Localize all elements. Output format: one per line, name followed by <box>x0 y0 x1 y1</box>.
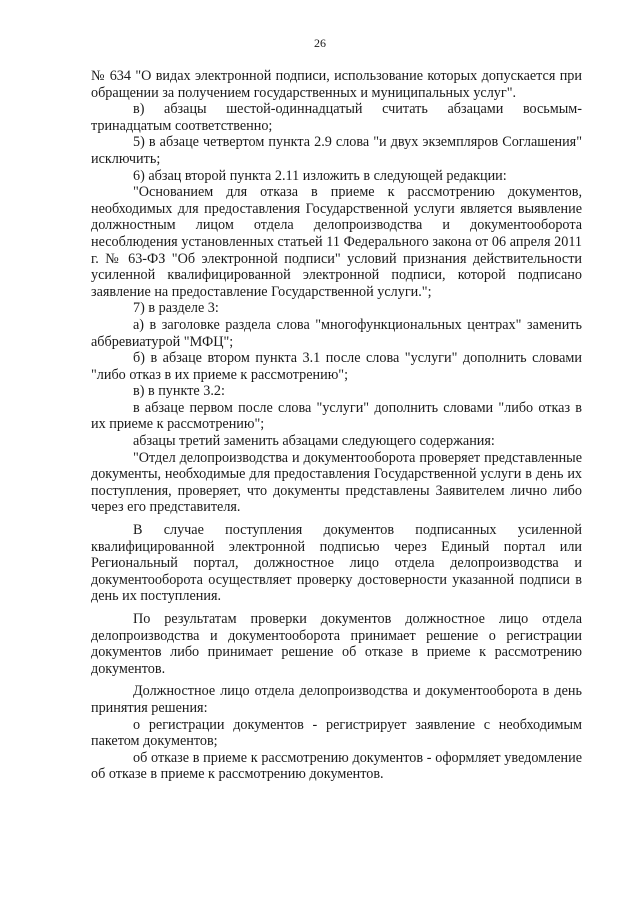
paragraph: абзацы третий заменить абзацами следующего содержания: <box>133 433 495 450</box>
paragraph: а) в заголовке раздела слова "многофункциональных центрах" заменить аббревиатурой "МФЦ"; <box>91 316 582 350</box>
paragraph: "Отдел делопроизводства и документооборота проверяет представленные документы, необходимые для предоставления Государственной услуги в день их поступления, проверяет, что документы представлены Заявителем лично либо через его представителя. <box>91 449 582 516</box>
paragraph: в) абзацы шестой-одиннадцатый считать абзацами восьмым-тринадцатым соответственно; <box>91 101 582 134</box>
paragraph: "Основанием для отказа в приеме к рассмотрению документов, необходимых для предоставления Государственной услуги является выявление должностным лицом отдела делопроизводства и документооборота несоблюдения установленных статьей 11 Федерального закона от 06 апреля 2011 г. № 63-ФЗ "Об электронной подписи" условий признания действительности усиленной квалифицированной электронной подписи, которой подписано заявление на предоставление Государственной услуги."; <box>91 184 582 300</box>
paragraph: в) в пункте 3.2: <box>133 383 225 400</box>
paragraph: в абзаце первом после слова "услуги" дополнить словами "либо отказ в их приеме к рассмотрению"; <box>91 399 582 433</box>
paragraph: 5) в абзаце четвертом пункта 2.9 слова "и двух экземпляров Соглашения" исключить; <box>91 134 582 167</box>
paragraph: 6) абзац второй пункта 2.11 изложить в следующей редакции: <box>133 167 507 184</box>
paragraph: В случае поступления документов подписанных усиленной квалифицированной электронной подписью через Единый портал или Региональный портал, должностное лицо отдела делопроизводства и документооборота осуществляет проверку достоверности указанной подписи в день их поступления. <box>91 522 582 605</box>
paragraph: По результатам проверки документов должностное лицо отдела делопроизводства и документооборота принимает решение о регистрации документов либо принимает решение об отказе в приеме к рассмотрению документов. <box>91 611 582 677</box>
document-body <box>91 68 582 783</box>
page-number: 26 <box>314 36 326 50</box>
paragraph: № 634 "О видах электронной подписи, использование которых допускается при обращении за получением государственных и муниципальных услуг". <box>91 68 582 101</box>
paragraph: о регистрации документов - регистрирует заявление с необходимым пакетом документов; <box>91 716 582 750</box>
paragraph: 7) в разделе 3: <box>133 300 219 317</box>
paragraph: Должностное лицо отдела делопроизводства и документооборота в день принятия решения: <box>91 683 582 716</box>
paragraph: об отказе в приеме к рассмотрению документов - оформляет уведомление об отказе в приеме к рассмотрению документов. <box>91 749 582 783</box>
paragraph: б) в абзаце втором пункта 3.1 после слова "услуги" дополнить словами "либо отказ в их приеме к рассмотрению"; <box>91 350 582 383</box>
